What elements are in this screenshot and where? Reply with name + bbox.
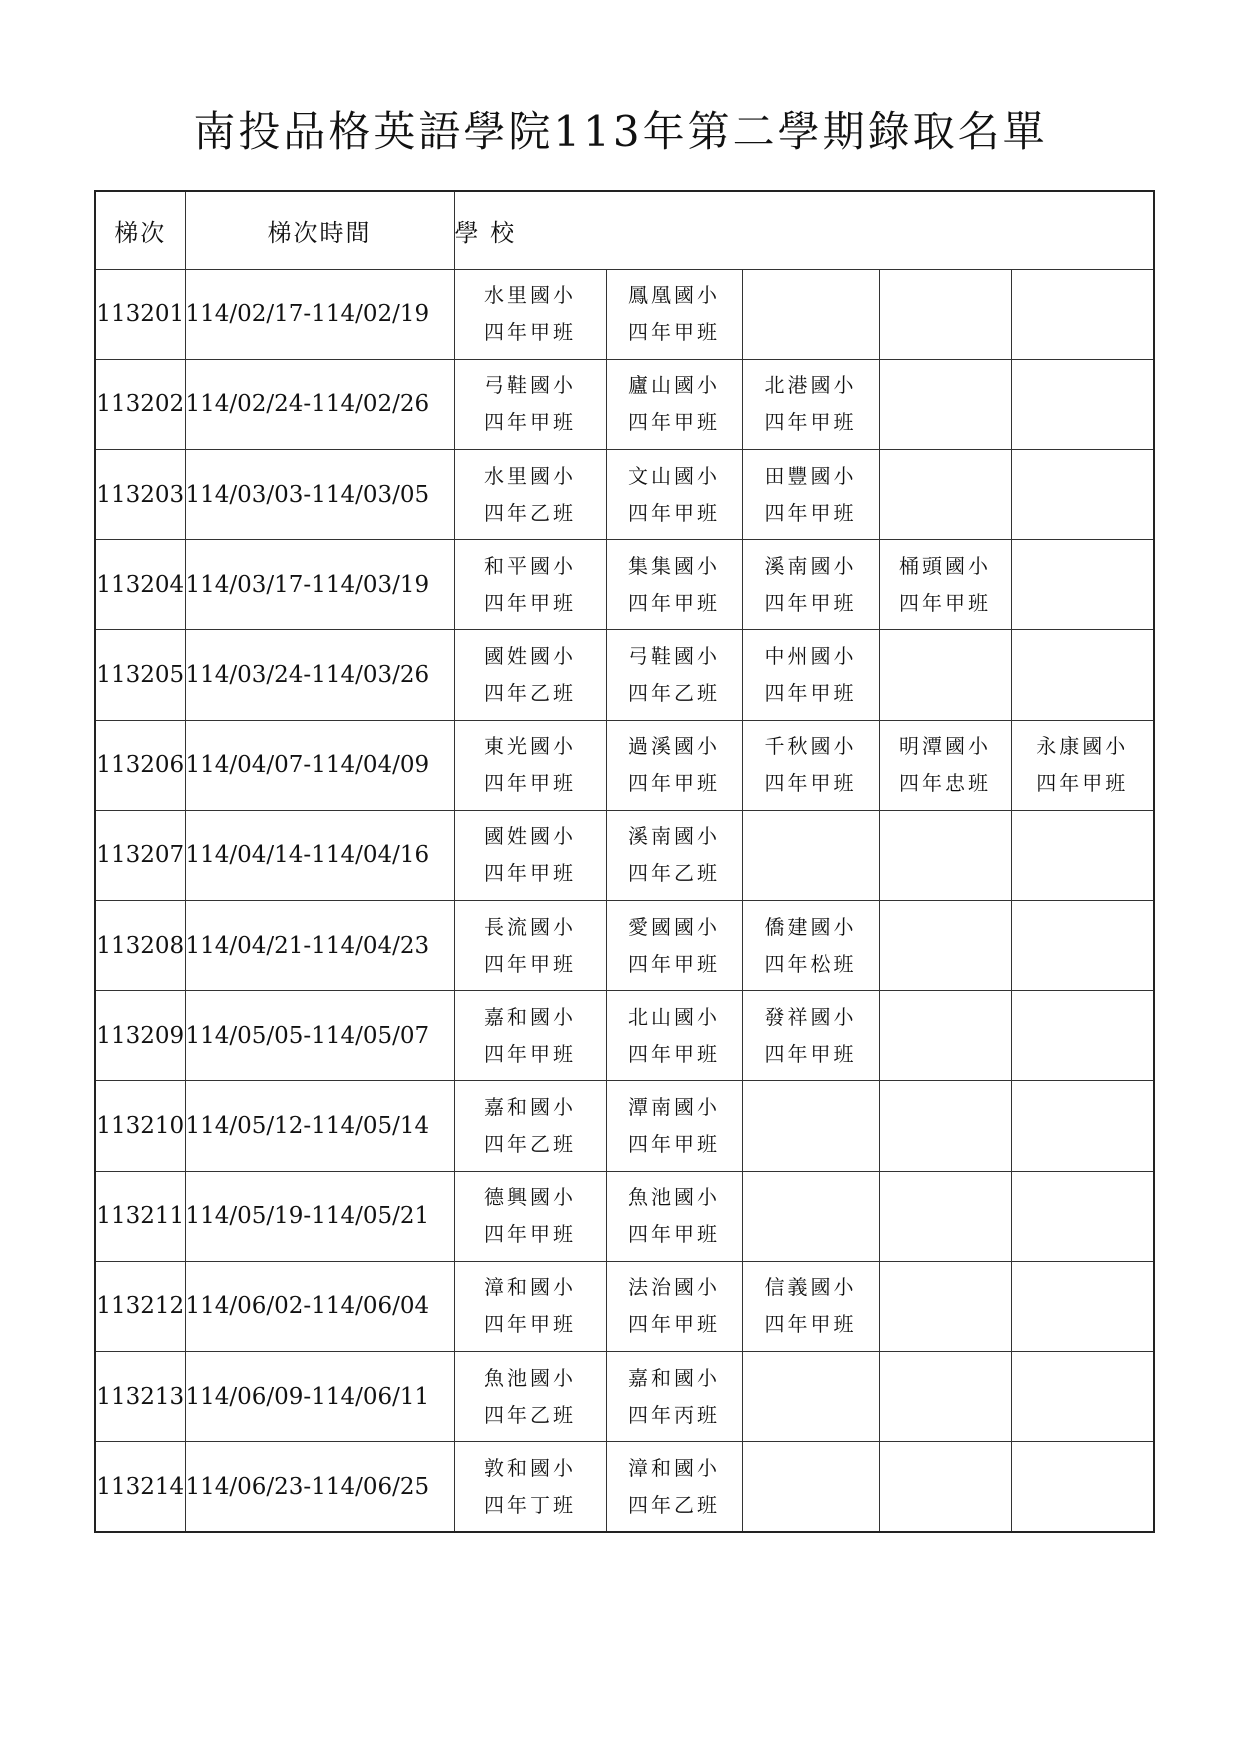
class-name: 四年甲班 — [628, 1222, 720, 1247]
school-cell — [879, 1081, 1011, 1171]
school-cell — [454, 1171, 606, 1261]
school-cell — [742, 449, 879, 539]
table-header-row — [95, 191, 1154, 269]
table-row — [95, 540, 1154, 630]
school-cell — [742, 991, 879, 1081]
batch-dates: 114/04/07-114/04/09 — [185, 720, 454, 810]
school-cell — [606, 449, 742, 539]
school-name: 田豐國小 — [764, 463, 857, 488]
school-cell — [606, 720, 742, 810]
school-cell — [879, 1351, 1011, 1441]
school-name: 和平國小 — [484, 553, 576, 578]
class-name: 四年甲班 — [484, 1041, 576, 1066]
batch-id: 113206 — [95, 720, 185, 810]
school-name: 漳和國小 — [628, 1455, 720, 1480]
header-batch: 梯次 — [95, 191, 185, 269]
school-cell — [606, 1261, 742, 1351]
class-name: 四年甲班 — [628, 1131, 720, 1156]
school-cell — [606, 1351, 742, 1441]
table-row — [95, 1081, 1154, 1171]
school-name: 嘉和國小 — [628, 1365, 720, 1390]
school-cell — [1011, 1351, 1154, 1441]
class-name: 四年乙班 — [484, 680, 576, 705]
class-name: 四年甲班 — [764, 771, 857, 796]
class-name: 四年甲班 — [628, 1041, 720, 1066]
school-cell — [742, 1261, 879, 1351]
batch-id: 113201 — [95, 269, 185, 359]
class-name: 四年乙班 — [484, 1402, 576, 1427]
school-name: 嘉和國小 — [484, 1004, 576, 1029]
table-row — [95, 991, 1154, 1081]
school-cell — [1011, 359, 1154, 449]
school-cell — [879, 1442, 1011, 1532]
class-name: 四年甲班 — [628, 1312, 720, 1337]
school-name: 北港國小 — [764, 373, 857, 398]
school-cell — [606, 810, 742, 900]
admission-table — [94, 190, 1155, 1533]
class-name: 四年乙班 — [628, 861, 720, 886]
batch-dates: 114/05/05-114/05/07 — [185, 991, 454, 1081]
class-name: 四年甲班 — [484, 590, 576, 615]
school-cell — [879, 630, 1011, 720]
school-name: 水里國小 — [484, 283, 576, 308]
school-name: 溪南國小 — [764, 553, 857, 578]
school-cell — [1011, 540, 1154, 630]
class-name: 四年甲班 — [1036, 771, 1129, 796]
school-name: 弓鞋國小 — [484, 373, 576, 398]
class-name: 四年甲班 — [899, 590, 991, 615]
school-name: 德興國小 — [484, 1185, 576, 1210]
school-cell — [879, 449, 1011, 539]
table-row — [95, 359, 1154, 449]
school-name: 弓鞋國小 — [628, 643, 720, 668]
school-cell — [454, 449, 606, 539]
class-name: 四年甲班 — [764, 1312, 857, 1337]
class-name: 四年乙班 — [484, 500, 576, 525]
school-cell — [742, 900, 879, 990]
school-cell — [606, 991, 742, 1081]
school-cell — [606, 900, 742, 990]
school-name: 水里國小 — [484, 463, 576, 488]
batch-dates: 114/05/19-114/05/21 — [185, 1171, 454, 1261]
school-cell — [742, 540, 879, 630]
batch-id: 113202 — [95, 359, 185, 449]
school-name: 僑建國小 — [764, 914, 857, 939]
table-row — [95, 1442, 1154, 1532]
school-cell — [454, 630, 606, 720]
batch-dates: 114/04/14-114/04/16 — [185, 810, 454, 900]
batch-id: 113208 — [95, 900, 185, 990]
batch-dates: 114/03/24-114/03/26 — [185, 630, 454, 720]
table-row — [95, 269, 1154, 359]
batch-id: 113209 — [95, 991, 185, 1081]
school-cell — [742, 1171, 879, 1261]
school-cell — [606, 1081, 742, 1171]
school-cell — [1011, 1442, 1154, 1532]
batch-dates: 114/05/12-114/05/14 — [185, 1081, 454, 1171]
school-cell — [454, 900, 606, 990]
school-cell — [879, 1171, 1011, 1261]
school-cell — [742, 1351, 879, 1441]
class-name: 四年乙班 — [484, 1131, 576, 1156]
school-cell — [742, 1442, 879, 1532]
school-cell — [1011, 720, 1154, 810]
school-name: 溪南國小 — [628, 824, 720, 849]
batch-id: 113213 — [95, 1351, 185, 1441]
class-name: 四年甲班 — [764, 590, 857, 615]
batch-id: 113214 — [95, 1442, 185, 1532]
school-cell — [742, 269, 879, 359]
class-name: 四年甲班 — [484, 951, 576, 976]
school-cell — [879, 900, 1011, 990]
school-cell — [1011, 449, 1154, 539]
school-name: 國姓國小 — [484, 643, 576, 668]
school-cell — [742, 630, 879, 720]
batch-id: 113205 — [95, 630, 185, 720]
school-name: 信義國小 — [764, 1275, 857, 1300]
page-title: 南投品格英語學院113年第二學期錄取名單 — [193, 107, 1048, 156]
batch-id: 113212 — [95, 1261, 185, 1351]
class-name: 四年甲班 — [628, 500, 720, 525]
school-name: 潭南國小 — [628, 1094, 720, 1119]
class-name: 四年甲班 — [484, 320, 576, 345]
batch-id: 113207 — [95, 810, 185, 900]
class-name: 四年甲班 — [484, 861, 576, 886]
school-cell — [1011, 810, 1154, 900]
class-name: 四年甲班 — [628, 951, 720, 976]
school-cell — [454, 810, 606, 900]
class-name: 四年乙班 — [628, 680, 720, 705]
table-row — [95, 810, 1154, 900]
school-name: 發祥國小 — [764, 1004, 857, 1029]
school-cell — [454, 269, 606, 359]
school-name: 北山國小 — [628, 1004, 720, 1029]
school-cell — [879, 540, 1011, 630]
school-cell — [879, 1261, 1011, 1351]
batch-id: 113204 — [95, 540, 185, 630]
header-batch-time: 梯次時間 — [185, 191, 454, 269]
school-name: 文山國小 — [628, 463, 720, 488]
school-cell — [742, 810, 879, 900]
class-name: 四年甲班 — [484, 410, 576, 435]
school-name: 嘉和國小 — [484, 1094, 576, 1119]
batch-dates: 114/06/09-114/06/11 — [185, 1351, 454, 1441]
school-cell — [742, 1081, 879, 1171]
batch-dates: 114/06/23-114/06/25 — [185, 1442, 454, 1532]
school-cell — [606, 359, 742, 449]
school-cell — [606, 630, 742, 720]
school-cell — [879, 269, 1011, 359]
class-name: 四年甲班 — [764, 680, 857, 705]
school-cell — [879, 810, 1011, 900]
school-name: 集集國小 — [628, 553, 720, 578]
school-name: 法治國小 — [628, 1275, 720, 1300]
school-cell — [1011, 1081, 1154, 1171]
class-name: 四年甲班 — [628, 771, 720, 796]
school-cell — [606, 1442, 742, 1532]
school-cell — [879, 720, 1011, 810]
school-cell — [879, 359, 1011, 449]
table-body — [95, 269, 1154, 1532]
table-row — [95, 1351, 1154, 1441]
school-cell — [454, 1351, 606, 1441]
school-cell — [1011, 269, 1154, 359]
batch-dates: 114/02/24-114/02/26 — [185, 359, 454, 449]
class-name: 四年忠班 — [899, 771, 991, 796]
school-name: 東光國小 — [484, 734, 576, 759]
school-name: 廬山國小 — [628, 373, 720, 398]
school-cell — [1011, 1171, 1154, 1261]
school-cell — [879, 991, 1011, 1081]
school-name: 千秋國小 — [764, 734, 857, 759]
batch-id: 113210 — [95, 1081, 185, 1171]
school-cell — [742, 359, 879, 449]
table-row — [95, 720, 1154, 810]
class-name: 四年甲班 — [764, 500, 857, 525]
class-name: 四年甲班 — [628, 320, 720, 345]
school-cell — [454, 1261, 606, 1351]
batch-dates: 114/02/17-114/02/19 — [185, 269, 454, 359]
school-name: 明潭國小 — [899, 734, 991, 759]
school-name: 過溪國小 — [628, 734, 720, 759]
school-cell — [454, 1442, 606, 1532]
school-cell — [1011, 991, 1154, 1081]
table-row — [95, 449, 1154, 539]
school-name: 魚池國小 — [628, 1185, 720, 1210]
school-name: 長流國小 — [484, 914, 576, 939]
school-name: 中州國小 — [764, 643, 857, 668]
school-name: 國姓國小 — [484, 824, 576, 849]
batch-id: 113203 — [95, 449, 185, 539]
school-name: 鳳凰國小 — [628, 283, 720, 308]
school-name: 魚池國小 — [484, 1365, 576, 1390]
school-name: 漳和國小 — [484, 1275, 576, 1300]
batch-dates: 114/03/03-114/03/05 — [185, 449, 454, 539]
batch-dates: 114/06/02-114/06/04 — [185, 1261, 454, 1351]
school-cell — [1011, 1261, 1154, 1351]
school-cell — [454, 720, 606, 810]
school-cell — [742, 720, 879, 810]
school-name: 愛國國小 — [628, 914, 720, 939]
school-name: 永康國小 — [1036, 734, 1129, 759]
table-row — [95, 630, 1154, 720]
school-cell — [454, 359, 606, 449]
class-name: 四年甲班 — [628, 590, 720, 615]
school-name: 桶頭國小 — [899, 553, 991, 578]
school-cell — [454, 1081, 606, 1171]
table-row — [95, 1261, 1154, 1351]
class-name: 四年丙班 — [628, 1402, 720, 1427]
class-name: 四年丁班 — [484, 1492, 576, 1517]
school-cell — [606, 1171, 742, 1261]
school-cell — [606, 540, 742, 630]
table-row — [95, 1171, 1154, 1261]
batch-dates: 114/04/21-114/04/23 — [185, 900, 454, 990]
school-cell — [1011, 900, 1154, 990]
class-name: 四年乙班 — [628, 1492, 720, 1517]
class-name: 四年甲班 — [484, 1222, 576, 1247]
batch-dates: 114/03/17-114/03/19 — [185, 540, 454, 630]
school-cell — [1011, 630, 1154, 720]
class-name: 四年甲班 — [764, 1041, 857, 1066]
class-name: 四年甲班 — [484, 771, 576, 796]
school-cell — [454, 540, 606, 630]
class-name: 四年甲班 — [764, 410, 857, 435]
class-name: 四年甲班 — [484, 1312, 576, 1337]
class-name: 四年甲班 — [628, 410, 720, 435]
class-name: 四年松班 — [764, 951, 857, 976]
school-name: 敦和國小 — [484, 1455, 576, 1480]
school-cell — [454, 991, 606, 1081]
batch-id: 113211 — [95, 1171, 185, 1261]
table-row — [95, 900, 1154, 990]
header-school: 學 校 — [454, 191, 1154, 269]
school-cell — [606, 269, 742, 359]
